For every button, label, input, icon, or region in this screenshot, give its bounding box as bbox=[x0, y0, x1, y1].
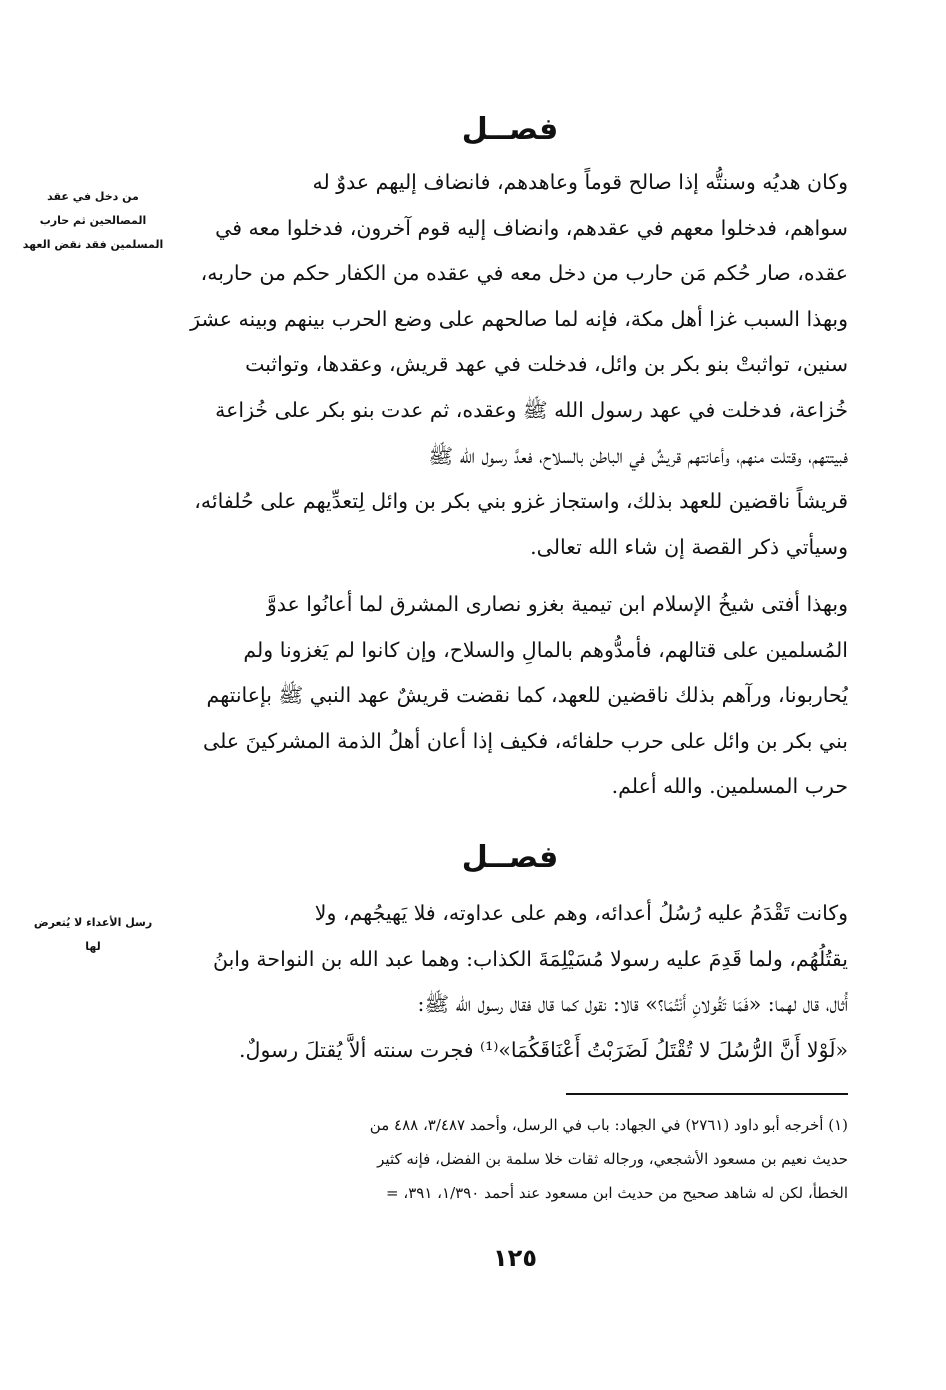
margin-note-1-line-2: المصالحين ثم حارب bbox=[39, 214, 147, 227]
page-number: ١٢٥ bbox=[493, 1244, 537, 1272]
paragraph-1 bbox=[172, 160, 848, 570]
paragraph-line: وسيأتي ذكر القصة إن شاء الله تعالى. bbox=[530, 534, 848, 559]
section-heading-1: فصــل bbox=[461, 112, 559, 147]
margin-note-1-line-3: المسلمين فقد نقض العهد bbox=[22, 238, 164, 251]
footnote-line: (١) أخرجه أبو داود (٢٧٦١) في الجهاد: باب في الرسل، وأحمد ٣/٤٨٧، ٤٨٨ من bbox=[369, 1116, 848, 1134]
paragraph-line: يقتُلُهُم، ولما قَدِمَ عليه رسولا مُسَيْلِمَةَ الكذاب: وهما عبد الله بن النواحة وابنُ bbox=[212, 946, 848, 971]
footnote-line: حديث نعيم بن مسعود الأشجعي، ورجاله ثقات خلا سلمة بن الفضل، فإنه كثير bbox=[377, 1150, 848, 1168]
margin-note-2-line-1: رسل الأعداء لا يُتعرض bbox=[33, 916, 153, 929]
margin-note-2-line-2: لها bbox=[85, 940, 101, 953]
paragraph-line: وبهذا السبب غزا أهل مكة، فإنه لما صالحهم على وضع الحرب بينهم وبينه عشرَ bbox=[190, 306, 848, 331]
footnote bbox=[172, 1108, 848, 1210]
paragraph-line: المُسلمين على قتالهم، فأمدُّوهم بالمالِ والسلاح، وإن كانوا لم يَغزونا ولم bbox=[243, 637, 848, 662]
paragraph-line: بني بكر بن وائل على حرب حلفائه، فكيف إذا أعان أهلُ الذمة المشركينَ على bbox=[203, 728, 848, 753]
footnote-line: الخطأ، لكن له شاهد صحيح من حديث ابن مسعود عند أحمد ١/٣٩٠، ٣٩١، = bbox=[386, 1184, 848, 1202]
paragraph-line: وبهذا أفتى شيخُ الإسلام ابن تيمية بغزو نصارى المشرق لما أعانُوا عدوَّ bbox=[266, 592, 848, 616]
paragraph-line: أُثال، قال لهما: «فَمَا تَقُولانِ أَنْتُمَا؟» قالا: نقول كما قال فقال رسول الله ﷺ: bbox=[417, 992, 848, 1017]
paragraph-2 bbox=[172, 582, 848, 810]
paragraph-line: قريشاً ناقضين للعهد بذلك، واستجاز غزو بني بكر بن وائل لِتعدِّيهم على حُلفائه، bbox=[194, 489, 848, 514]
footnote-separator bbox=[566, 1093, 848, 1095]
paragraph-line: سواهم، فدخلوا معهم في عقدهم، وانضاف إليه قوم آخرون، فدخلوا معه في bbox=[215, 215, 848, 240]
paragraph-3 bbox=[172, 891, 848, 1073]
paragraph-line: حرب المسلمين. والله أعلم. bbox=[611, 774, 848, 799]
paragraph-line: وكان هديُه وسنتُّه إذا صالح قوماً وعاهدهم، فانضاف إليهم عدوٌ له bbox=[312, 170, 848, 194]
paragraph-line: خُزاعة، فدخلت في عهد رسول الله ﷺ وعقده، ثم عدت بنو بكر على خُزاعة bbox=[215, 397, 848, 422]
margin-note-1-line-1: من دخل في عقد bbox=[47, 190, 139, 203]
margin-note-2 bbox=[10, 911, 176, 959]
paragraph-line: سنين، تواثبتْ بنو بكر بن وائل، فدخلت في عهد قريش، وعقدها، وتواثبت bbox=[245, 352, 848, 377]
paragraph-line: «لَوْلا أَنَّ الرُّسُلَ لا تُقْتَلُ لَضَرَبْتُ أَعْنَاقَكُمَا»⁽¹⁾ فجرت سنته ألاَّ يُقتلَ رسولٌ. bbox=[239, 1037, 848, 1062]
paragraph-line: وكانت تَقْدَمُ عليه رُسُلُ أعدائه، وهم على عداوته، فلا يَهيجُهم، ولا bbox=[314, 901, 848, 925]
paragraph-line: عقده، صار حُكم مَن حارب من دخل معه في عقده من الكفار حكم من حاربه، bbox=[200, 261, 848, 286]
paragraph-line: فبيتتهم، وقتلت منهم، وأعانتهم قريشٌ في الباطن بالسلاح، فعدَّ رسول الله ﷺ bbox=[428, 443, 848, 468]
paragraph-line: يُحاربونا، ورآهم بذلك ناقضين للعهد، كما نقضت قريشٌ عهد النبي ﷺ بإعانتهم bbox=[206, 683, 848, 708]
section-heading-2: فصــل bbox=[461, 840, 559, 875]
margin-note-1 bbox=[10, 185, 176, 257]
